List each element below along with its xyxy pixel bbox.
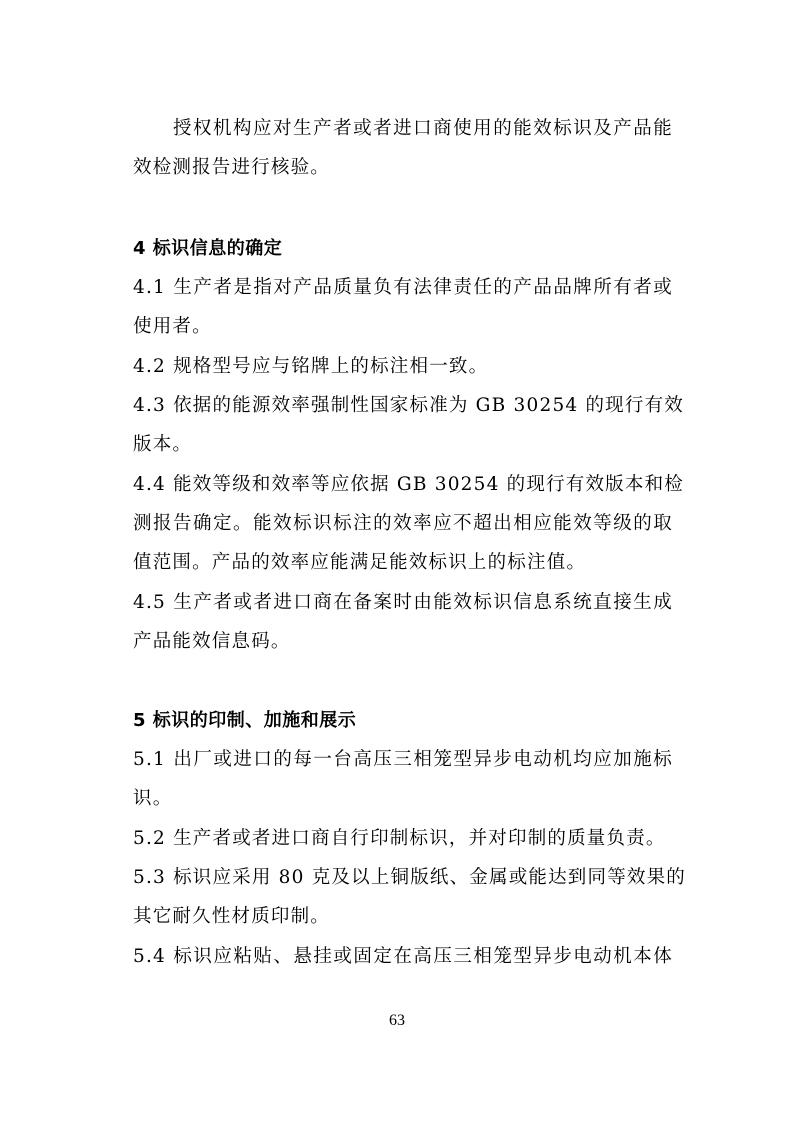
section-4-heading: 4 标识信息的确定 bbox=[133, 238, 283, 259]
item-4-3-line-1: 4.3 依据的能源效率强制性国家标准为 GB 30254 的现行有效 bbox=[133, 395, 684, 416]
item-4-4-line-2: 测报告确定。能效标识标注的效率应不超出相应能效等级的取 bbox=[133, 513, 673, 534]
item-5-4-line-1: 5.4 标识应粘贴、悬挂或固定在高压三相笼型异步电动机本体 bbox=[133, 946, 673, 967]
item-5-1-line-2: 识。 bbox=[133, 788, 173, 809]
item-4-5-line-1: 4.5 生产者或者进口商在备案时由能效标识信息系统直接生成 bbox=[133, 592, 673, 613]
item-4-3-line-2: 版本。 bbox=[133, 434, 193, 455]
item-5-3-line-2: 其它耐久性材质印制。 bbox=[133, 906, 331, 927]
section-5-heading: 5 标识的印制、加施和展示 bbox=[133, 710, 357, 731]
item-5-2-line-1: 5.2 生产者或者进口商自行印制标识，并对印制的质量负责。 bbox=[133, 828, 666, 849]
intro-paragraph-line-1: 授权机构应对生产者或者进口商使用的能效标识及产品能 bbox=[173, 118, 673, 139]
page-number: 63 bbox=[389, 1012, 405, 1029]
item-4-1-line-2: 使用者。 bbox=[133, 316, 212, 337]
item-4-1-line-1: 4.1 生产者是指对产品质量负有法律责任的产品品牌所有者或 bbox=[133, 277, 673, 298]
item-4-4-line-3: 值范围。产品的效率应能满足能效标识上的标注值。 bbox=[133, 552, 587, 573]
item-5-3-line-1: 5.3 标识应采用 80 克及以上铜版纸、金属或能达到同等效果的 bbox=[133, 867, 687, 888]
item-4-2-line-1: 4.2 规格型号应与铭牌上的标注相一致。 bbox=[133, 356, 489, 377]
intro-paragraph-line-2: 效检测报告进行核验。 bbox=[133, 157, 331, 178]
item-5-1-line-1: 5.1 出厂或进口的每一台高压三相笼型异步电动机均应加施标 bbox=[133, 749, 673, 770]
item-4-4-line-1: 4.4 能效等级和效率等应依据 GB 30254 的现行有效版本和检 bbox=[133, 474, 684, 495]
item-4-5-line-2: 产品能效信息码。 bbox=[133, 631, 291, 652]
